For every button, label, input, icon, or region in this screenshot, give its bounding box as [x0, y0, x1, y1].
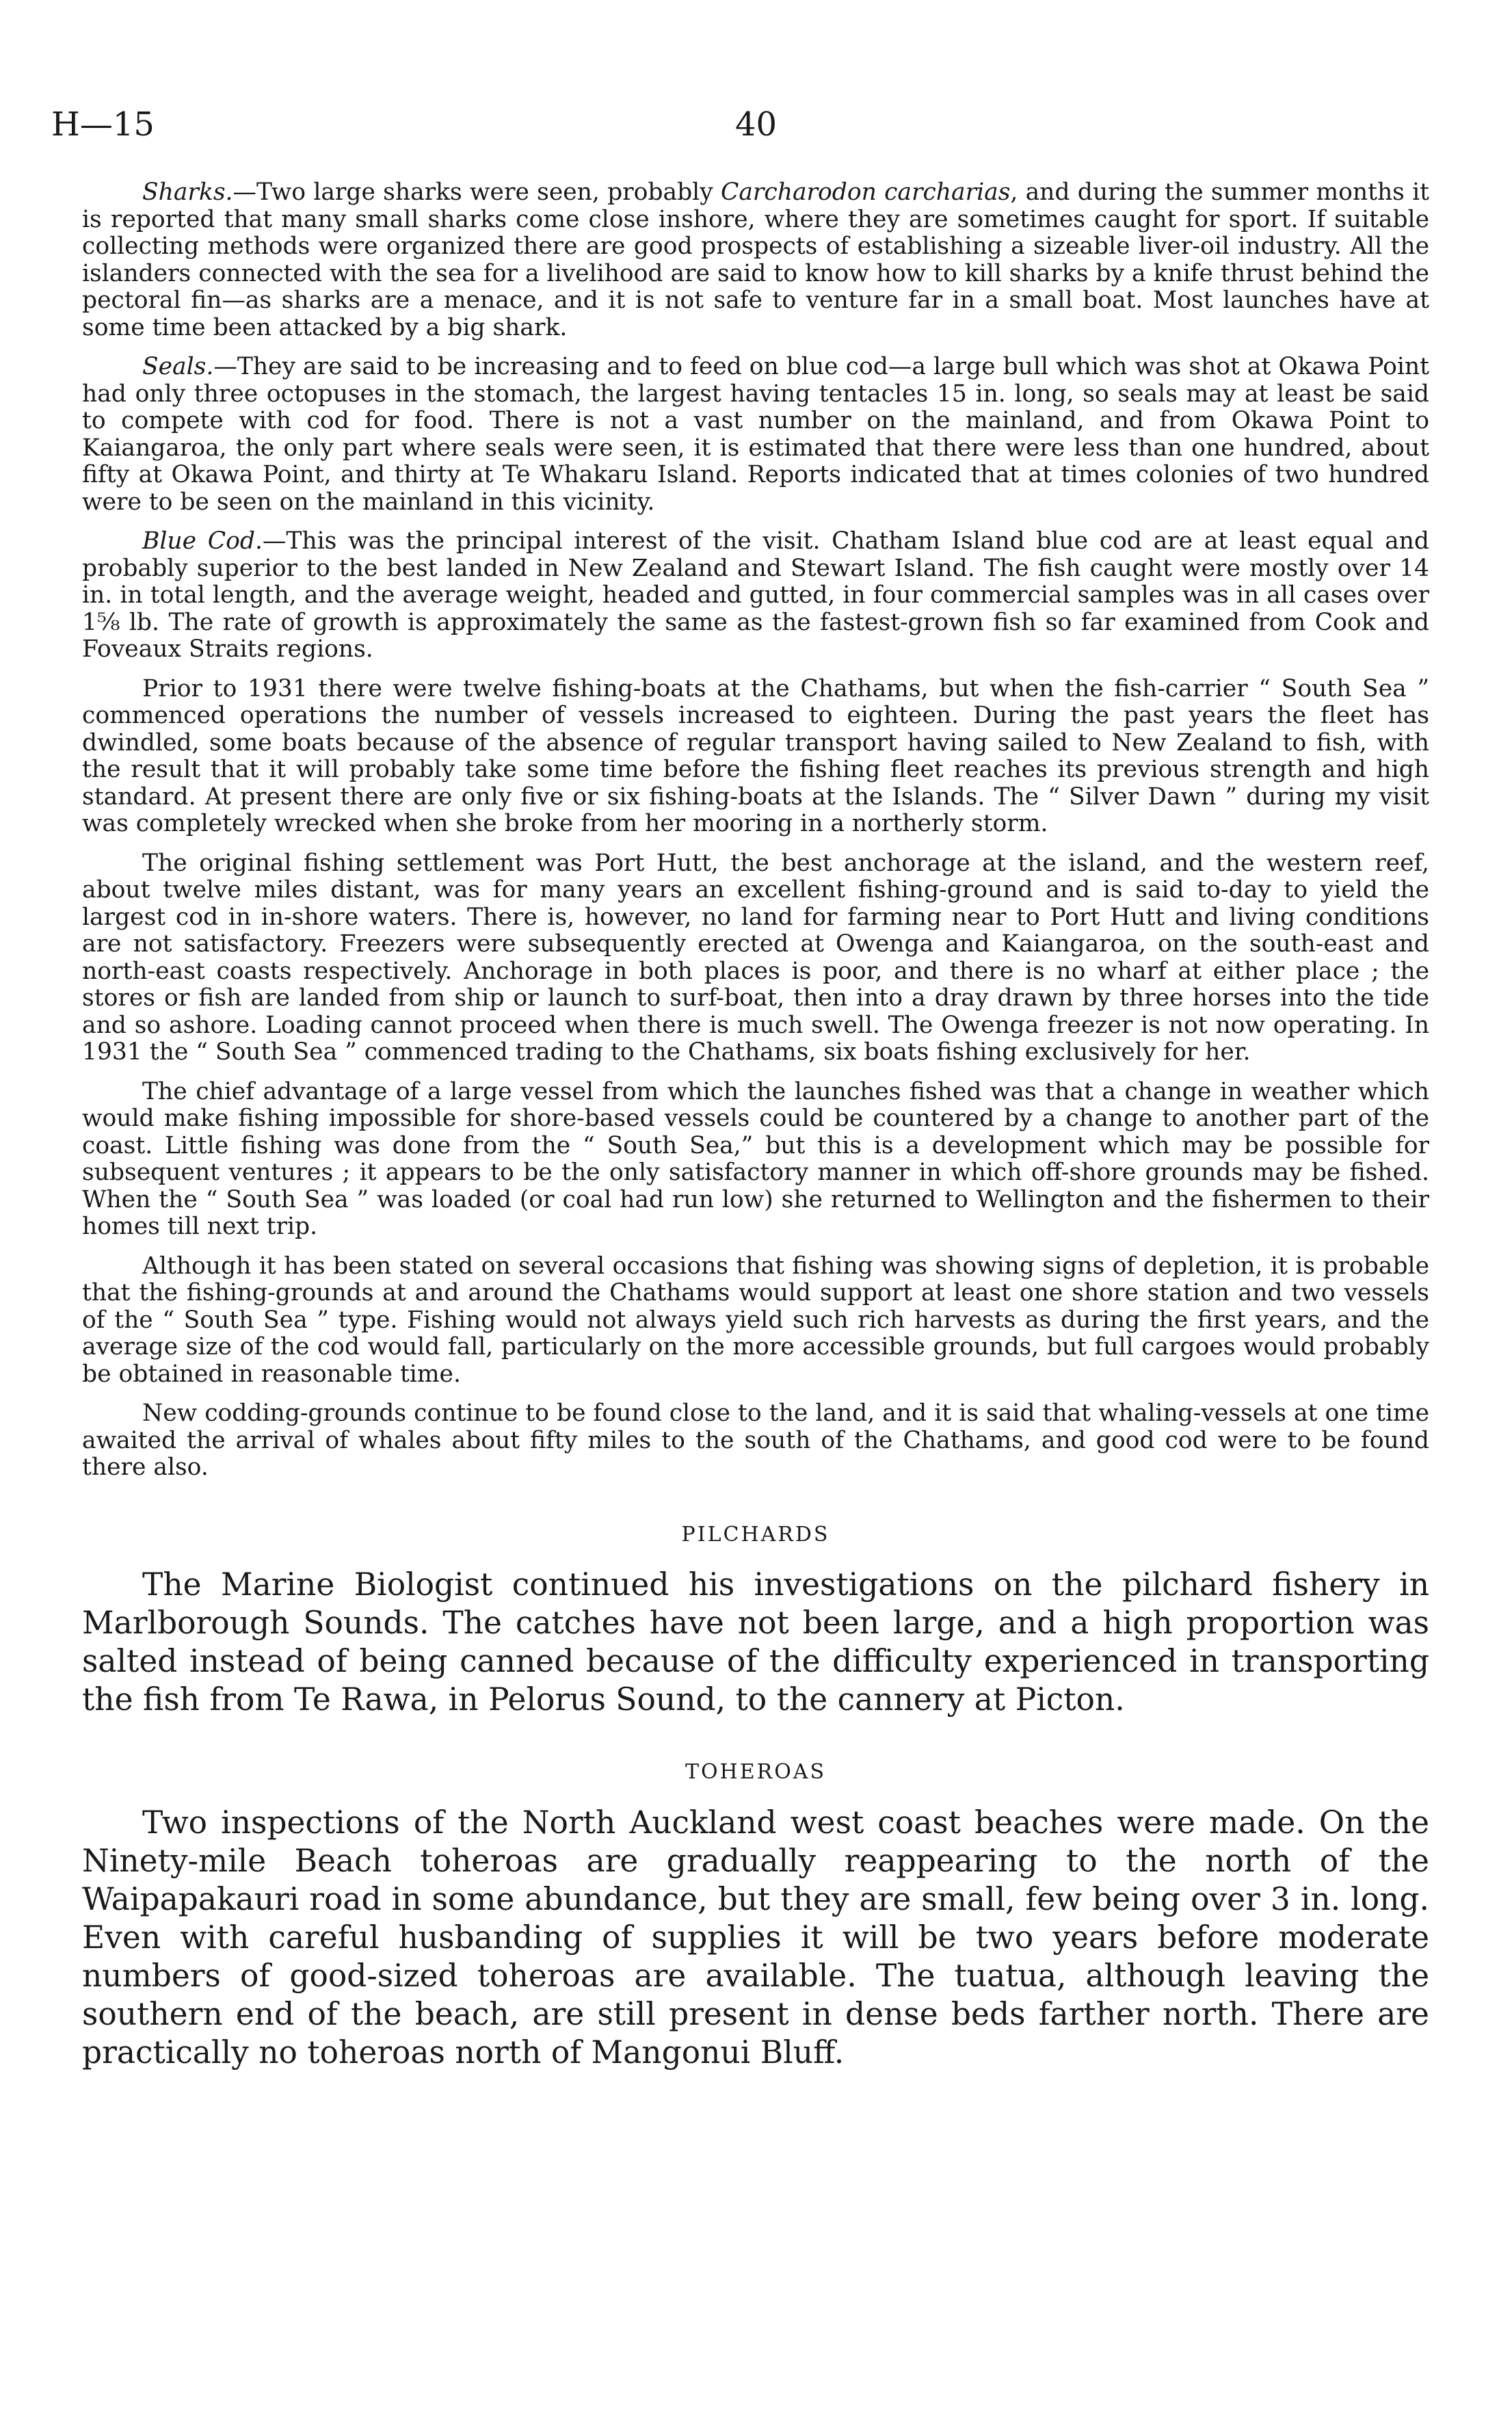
section-heading-pilchards: PILCHARDS — [681, 1522, 830, 1547]
paragraph-blue-cod — [82, 528, 1429, 663]
paragraph-lead: Seals. — [142, 353, 214, 380]
section-heading-toheroas: TOHEROAS — [685, 1760, 827, 1784]
paragraph-toheroas: Two inspections of the North Auckland west coast beaches were made. On the Ninety-mile Beach toheroas are gradually reappearing to the north of the Waipapakauri road in some abundance, but they are small, few being over 3 in. long. Even with careful husbanding of supplies it will be two years before moderate numbers of good-sized toheroas are available. The tuatua, although leaving the southern end of the beach, are still present in dense beds farther north. There are practically no toheroas north of Mangonui Bluff. — [82, 1804, 1429, 2071]
paragraph-large-vessel: The chief advantage of a large vessel from which the launches fished was that a change in weather which would make fishing impossible for shore-based vessels could be countered by a change to another part of the coast. Little fishing was done from the “ South Sea,” but this is a development which may be possible for subsequent ventures ; it appears to be the only satisfactory manner in which off-shore grounds may be fished. When the “ South Sea ” was loaded (or coal had run low) she returned to Wellington and the fishermen to their homes till next trip. — [82, 1077, 1429, 1240]
document-reference: H—15 — [51, 105, 155, 144]
paragraph-lead: Sharks. — [142, 179, 233, 206]
paragraph-pilchards: The Marine Biologist continued his investigations on the pilchard fishery in Marlborough Sounds. The catches have not been large, and a high proportion was salted instead of being canned because of the difficulty experienced in transporting the fish from Te Rawa, in Pelorus Sound, to the cannery at Picton. — [82, 1566, 1429, 1718]
page-body — [82, 179, 1429, 2086]
paragraph-lead: Blue Cod. — [142, 527, 263, 555]
paragraph-depletion: Although it has been stated on several occasions that fishing was showing signs of depletion, it is probable that the fishing-grounds at and around the Chathams would support at least one shore station and two vessels of the “ South Sea ” type. Fishing would not always yield such rich harvests as during the first years, and the average size of the cod would fall, particularly on the more accessible grounds, but full cargoes would probably be obtained in reasonable time. — [82, 1252, 1429, 1388]
scientific-name: Carcharodon carcharias — [720, 179, 1011, 206]
page-header — [51, 103, 778, 150]
paragraph-fishing-settlement: The original fishing settlement was Port Hutt, the best anchorage at the island, and the western reef, about twelve miles distant, was for many years an excellent fishing-ground and is said to-day to yield the largest cod in in-shore waters. There is, however, no land for farming near to Port Hutt and living conditions are not satisfactory. Freezers were subsequently erected at Owenga and Kaiangaroa, on the south-east and north-east coasts respectively. Anchorage in both places is poor, and there is no wharf at either place ; the stores or fish are landed from ship or launch to surf-boat, then into a dray drawn by three horses into the tide and so ashore. Loading cannot proceed when there is much swell. The Owenga freezer is not now operating. In 1931 the “ South Sea ” commenced trading to the Chathams, six boats fishing exclusively for her. — [82, 849, 1429, 1066]
paragraph-fishing-boats: Prior to 1931 there were twelve fishing-boats at the Chathams, but when the fish-carrier “ South Sea ” commenced operations the number of vessels increased to eighteen. During the past years the fleet has dwindled, some boats because of the absence of regular transport having sailed to New Zealand to fish, with the result that it will probably take some time before the fishing fleet reaches its previous strength and high standard. At present there are only five or six fishing-boats at the Islands. The “ Silver Dawn ” during my visit was completely wrecked when she broke from her mooring in a northerly storm. — [82, 674, 1429, 837]
paragraph-text: —This was the principal interest of the visit. Chatham Island blue cod are at least equal and probably superior to the best landed in New Zealand and Stewart Island. The fish caught were mostly over 14 in. in total length, and the average weight, headed and gutted, in four commercial samples was in all cases over 1⅝ lb. The rate of growth is approximately the same as the fastest-grown fish so far examined from Cook and Foveaux Straits regions. — [82, 527, 1429, 663]
paragraph-codding-grounds: New codding-grounds continue to be found close to the land, and it is said that whaling-vessels at one time awaited the arrival of whales about fifty miles to the south of the Chathams, and good cod were to be found there also. — [82, 1399, 1429, 1481]
paragraph-seals — [82, 354, 1429, 516]
page-number: 40 — [735, 105, 778, 144]
paragraph-text: —Two large sharks were seen, probably — [233, 179, 721, 206]
paragraph-sharks — [82, 179, 1429, 341]
paragraph-text: , and during the summer months it is reported that many small sharks come close inshore, where they are sometimes caught for sport. If suitable collecting methods were organized there are good prospects of establishing a sizeable liver-oil industry. All the islanders connected with the sea for a livelihood are said to know how to kill sharks by a knife thrust behind the pectoral fin—as sharks are a menace, and it is not safe to venture far in a small boat. Most launches have at some time been attacked by a big shark. — [82, 179, 1430, 341]
paragraph-text: —They are said to be increasing and to feed on blue cod—a large bull which was shot at Okawa Point had only three octopuses in the stomach, the largest having tentacles 15 in. long, so seals may at least be said to compete with cod for food. There is not a vast number on the mainland, and from Okawa Point to Kaiangaroa, the only part where seals were seen, it is estimated that there were less than one hundred, about fifty at Okawa Point, and thirty at Te Whakaru Island. Reports indicated that at times colonies of two hundred were to be seen on the mainland in this vicinity. — [82, 353, 1429, 516]
